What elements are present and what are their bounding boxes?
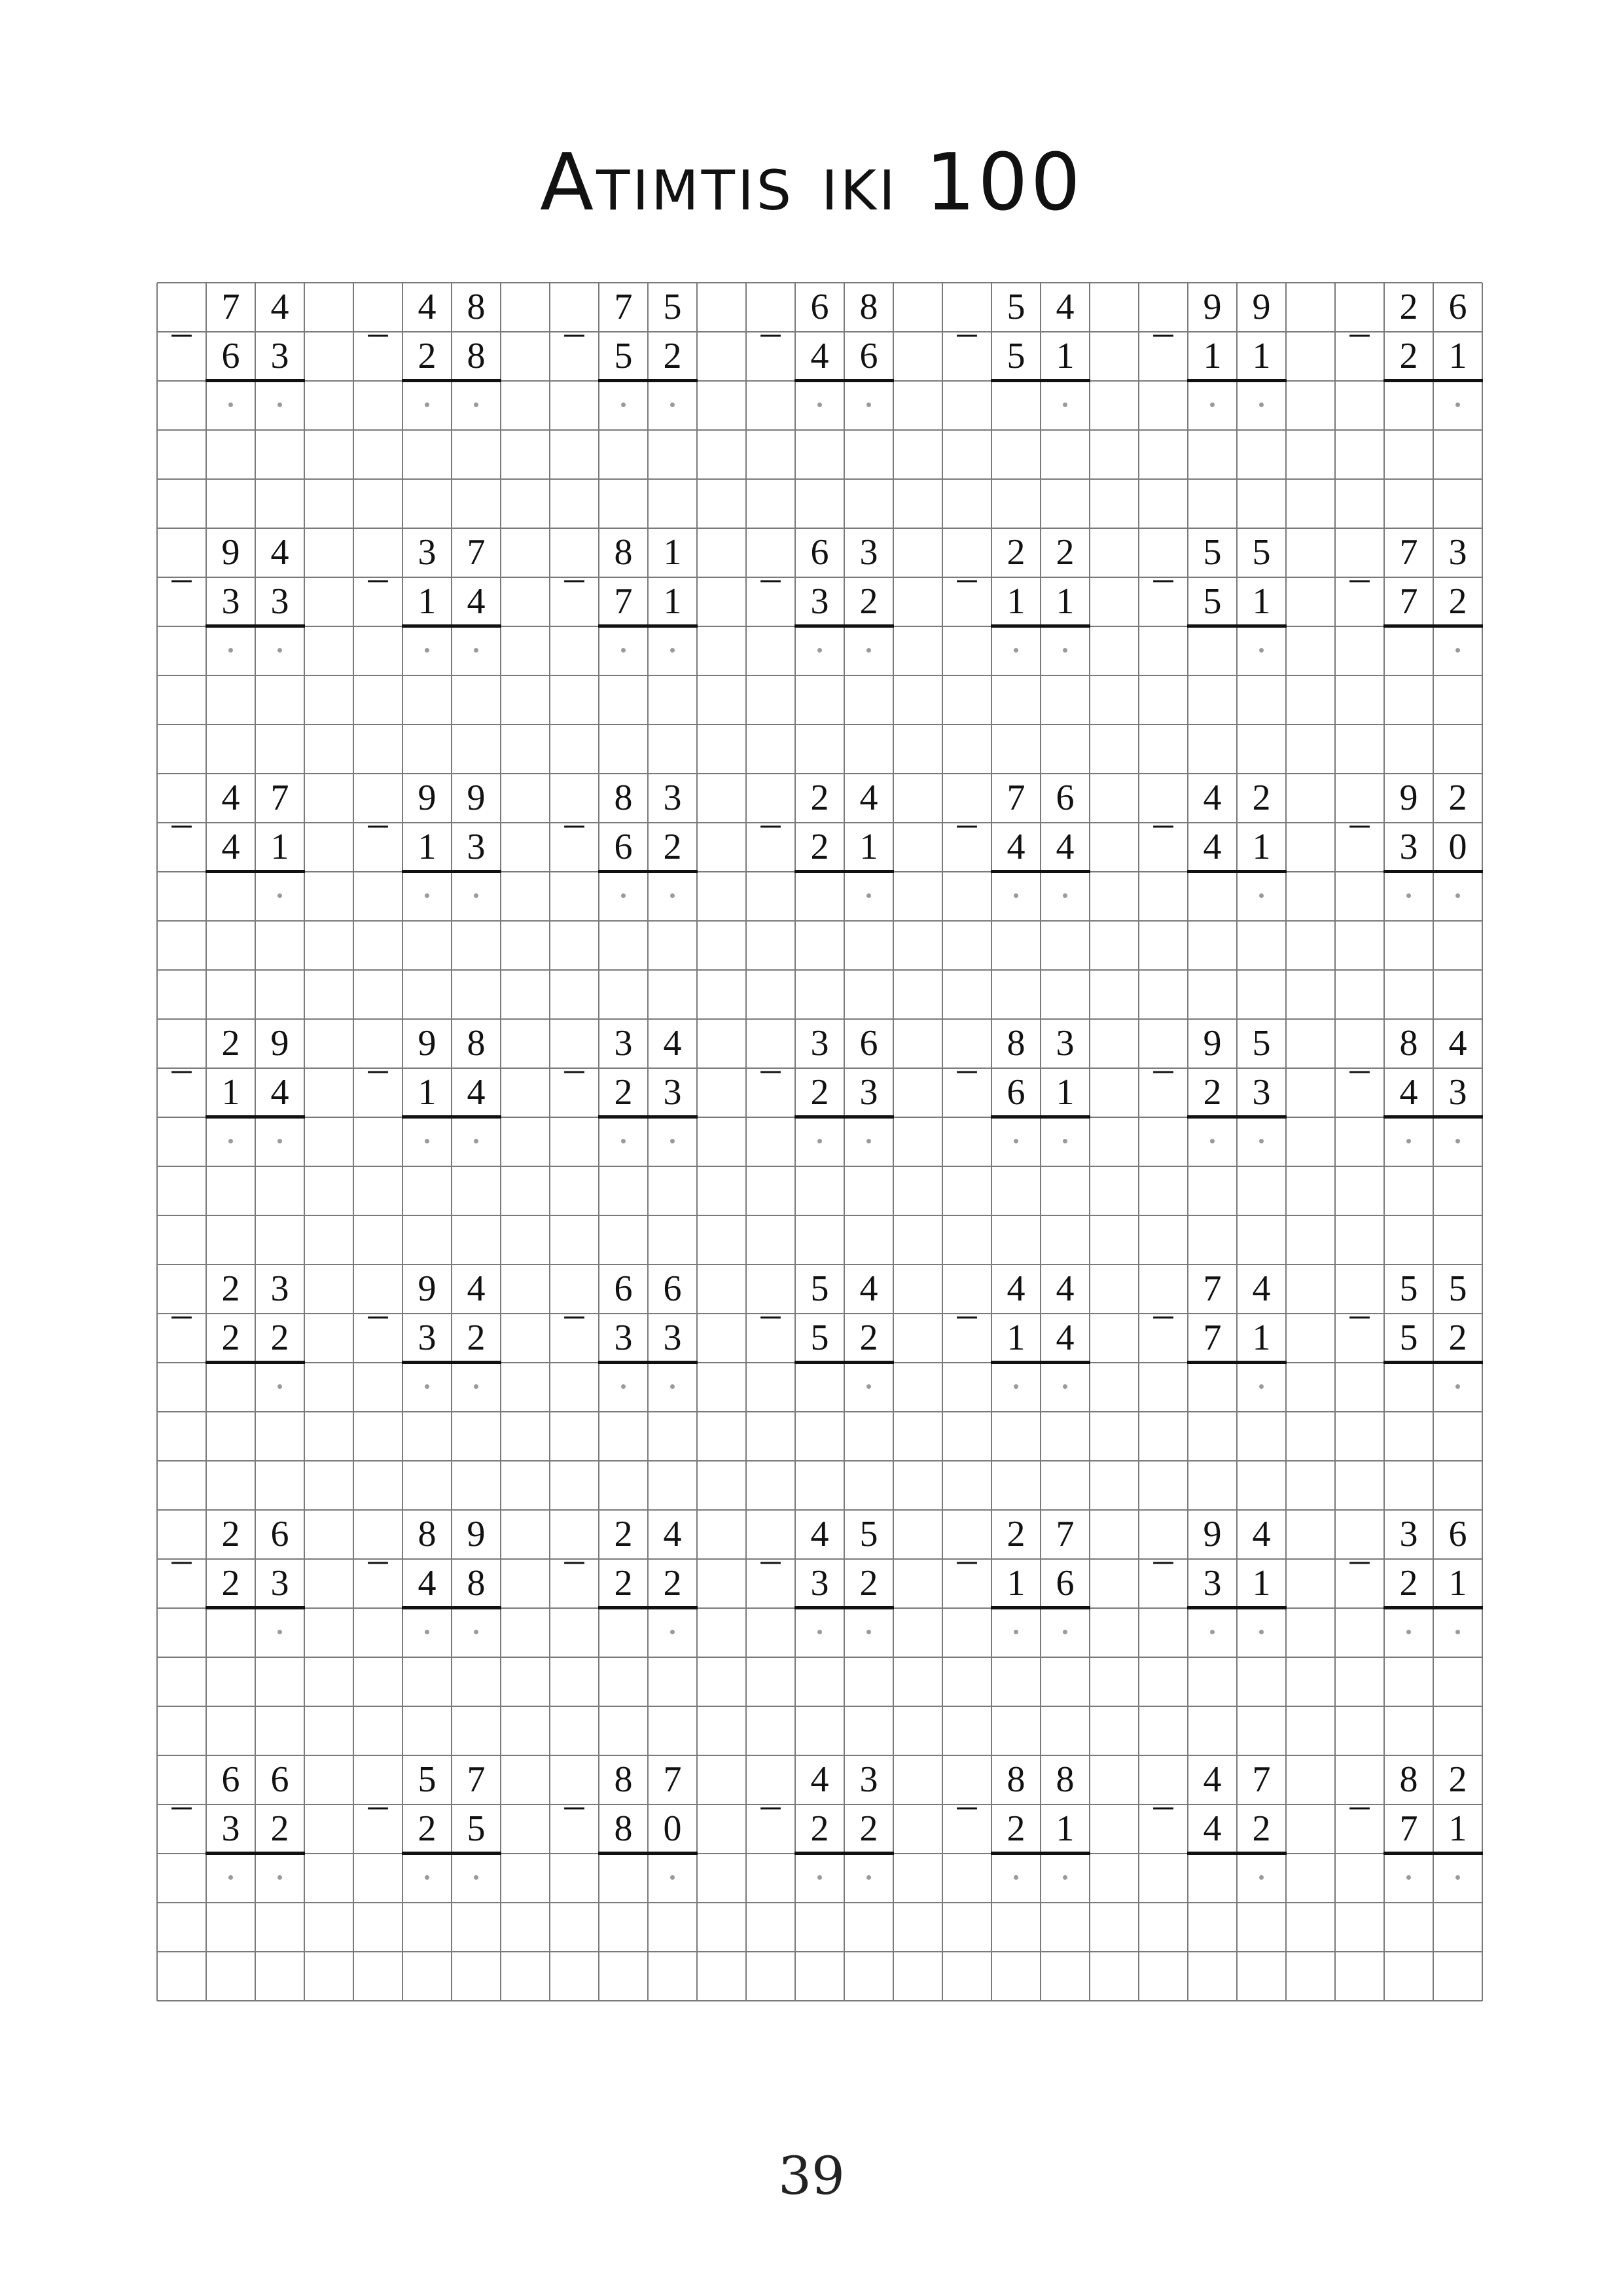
subtrahend-digit: 1 — [1252, 336, 1271, 376]
subtrahend-digit: 3 — [270, 336, 289, 376]
minuend-digit: 3 — [418, 532, 437, 573]
minus-sign: – — [564, 801, 584, 844]
subtrahend-digit: 1 — [859, 827, 878, 867]
answer-cell[interactable] — [599, 1117, 697, 1166]
minus-sign: – — [957, 1047, 977, 1090]
minuend-digit: 6 — [810, 532, 829, 573]
minus-sign: – — [957, 556, 977, 599]
answer-cell[interactable] — [599, 1608, 697, 1657]
minuend-digit: 4 — [418, 287, 437, 327]
subtrahend-digit: 2 — [614, 1563, 633, 1604]
minuend-digit: 9 — [1399, 778, 1418, 818]
minuend-digit: 7 — [1252, 1759, 1271, 1800]
answer-cell[interactable] — [1188, 626, 1286, 675]
subtrahend-digit: 1 — [1448, 336, 1467, 376]
answer-cell[interactable] — [991, 626, 1090, 675]
minus-sign: – — [171, 1292, 192, 1335]
minus-sign: – — [564, 1537, 584, 1581]
minuend-digit: 4 — [859, 778, 878, 818]
minuend-digit: 5 — [1007, 287, 1026, 327]
minuend-digit: 3 — [1056, 1023, 1075, 1064]
minuend-digit: 4 — [810, 1759, 829, 1800]
minuend-digit: 2 — [810, 778, 829, 818]
subtrahend-digit: 2 — [1399, 1563, 1418, 1604]
minus-sign: – — [1349, 801, 1370, 844]
subtrahend-digit: 4 — [467, 581, 486, 622]
subtrahend-digit: 2 — [810, 1808, 829, 1849]
answer-cell[interactable] — [206, 1117, 304, 1166]
subtrahend-digit: 2 — [859, 1563, 878, 1604]
answer-cell[interactable] — [795, 872, 893, 921]
minus-sign: – — [1153, 1047, 1173, 1090]
subtrahend-digit: 3 — [614, 1318, 633, 1358]
answer-cell[interactable] — [795, 626, 893, 675]
minuend-digit: 2 — [221, 1514, 240, 1554]
minuend-digit: 7 — [1399, 532, 1418, 573]
minuend-digit: 6 — [270, 1759, 289, 1800]
subtrahend-digit: 2 — [221, 1318, 240, 1358]
minuend-digit: 6 — [859, 1023, 878, 1064]
subtrahend-digit: 4 — [1203, 1808, 1222, 1849]
minuend-digit: 5 — [663, 287, 682, 327]
answer-cell[interactable] — [402, 1117, 501, 1166]
minus-sign: – — [957, 1537, 977, 1581]
subtrahend-digit: 1 — [1056, 1072, 1075, 1113]
minuend-digit: 9 — [418, 1023, 437, 1064]
page-number: 39 — [778, 2145, 845, 2206]
subtrahend-digit: 2 — [418, 1808, 437, 1849]
minuend-digit: 3 — [810, 1023, 829, 1064]
answer-cell[interactable] — [1384, 381, 1482, 430]
answer-cell[interactable] — [795, 1363, 893, 1412]
answer-cell[interactable] — [991, 1608, 1090, 1657]
minuend-digit: 4 — [221, 778, 240, 818]
minus-sign: – — [1349, 1783, 1370, 1826]
answer-cell[interactable] — [1384, 1117, 1482, 1166]
subtrahend-digit: 1 — [1203, 336, 1222, 376]
minus-sign: – — [368, 1292, 388, 1335]
subtrahend-digit: 3 — [1203, 1563, 1222, 1604]
minuend-digit: 9 — [221, 532, 240, 573]
minuend-digit: 2 — [1448, 778, 1467, 818]
minuend-digit: 5 — [418, 1759, 437, 1800]
subtrahend-digit: 3 — [810, 581, 829, 622]
answer-cell[interactable] — [206, 381, 304, 430]
subtrahend-digit: 4 — [1056, 827, 1075, 867]
minuend-digit: 2 — [1007, 1514, 1026, 1554]
minuend-digit: 5 — [1252, 532, 1271, 573]
answer-cell[interactable] — [795, 1608, 893, 1657]
subtrahend-digit: 5 — [1399, 1318, 1418, 1358]
minuend-digit: 9 — [467, 1514, 486, 1554]
subtrahend-digit: 8 — [467, 1563, 486, 1604]
subtrahend-digit: 3 — [467, 827, 486, 867]
minus-sign: – — [760, 1537, 781, 1581]
minuend-digit: 4 — [1252, 1268, 1271, 1309]
subtrahend-digit: 6 — [614, 827, 633, 867]
minus-sign: – — [564, 556, 584, 599]
minuend-digit: 6 — [663, 1268, 682, 1309]
minuend-digit: 8 — [614, 778, 633, 818]
minuend-digit: 6 — [221, 1759, 240, 1800]
answer-cell[interactable] — [402, 381, 501, 430]
minuend-digit: 7 — [1056, 1514, 1075, 1554]
minus-sign: – — [1153, 310, 1173, 353]
minuend-digit: 9 — [1203, 1514, 1222, 1554]
minus-sign: – — [564, 310, 584, 353]
subtrahend-digit: 3 — [270, 581, 289, 622]
subtrahend-digit: 1 — [1252, 1563, 1271, 1604]
subtrahend-digit: 3 — [810, 1563, 829, 1604]
minus-sign: – — [957, 1783, 977, 1826]
minus-sign: – — [368, 1537, 388, 1581]
subtrahend-digit: 0 — [663, 1808, 682, 1849]
subtrahend-digit: 2 — [1448, 581, 1467, 622]
minus-sign: – — [957, 801, 977, 844]
answer-cell[interactable] — [206, 1608, 304, 1657]
subtrahend-digit: 4 — [1399, 1072, 1418, 1113]
minus-sign: – — [171, 1047, 192, 1090]
minuend-digit: 2 — [1056, 532, 1075, 573]
minuend-digit: 8 — [1007, 1759, 1026, 1800]
subtrahend-digit: 2 — [859, 581, 878, 622]
subtrahend-digit: 5 — [1007, 336, 1026, 376]
subtrahend-digit: 4 — [467, 1072, 486, 1113]
minuend-digit: 9 — [418, 1268, 437, 1309]
subtrahend-digit: 5 — [1203, 581, 1222, 622]
minuend-digit: 8 — [1399, 1759, 1418, 1800]
minuend-digit: 7 — [1007, 778, 1026, 818]
minuend-digit: 2 — [1448, 1759, 1467, 1800]
minus-sign: – — [368, 1783, 388, 1826]
minus-sign: – — [564, 1783, 584, 1826]
minuend-digit: 5 — [859, 1514, 878, 1554]
subtrahend-digit: 4 — [1007, 827, 1026, 867]
answer-cell[interactable] — [206, 626, 304, 675]
subtrahend-digit: 2 — [810, 827, 829, 867]
minuend-digit: 8 — [467, 287, 486, 327]
subtrahend-digit: 5 — [467, 1808, 486, 1849]
minuend-digit: 3 — [859, 1759, 878, 1800]
subtrahend-digit: 3 — [1252, 1072, 1271, 1113]
minuend-digit: 8 — [418, 1514, 437, 1554]
answer-cell[interactable] — [1188, 872, 1286, 921]
minuend-digit: 3 — [1448, 532, 1467, 573]
subtrahend-digit: 3 — [221, 581, 240, 622]
minuend-digit: 4 — [859, 1268, 878, 1309]
answer-cell[interactable] — [991, 1854, 1090, 1903]
minuend-digit: 4 — [1448, 1023, 1467, 1064]
minuend-digit: 1 — [663, 532, 682, 573]
page-title: Atimtis iki 100 — [539, 137, 1083, 228]
minuend-digit: 2 — [1252, 778, 1271, 818]
minus-sign: – — [368, 556, 388, 599]
answer-cell[interactable] — [795, 381, 893, 430]
minuend-digit: 8 — [614, 1759, 633, 1800]
subtrahend-digit: 2 — [1399, 336, 1418, 376]
minuend-digit: 9 — [1252, 287, 1271, 327]
minus-sign: – — [564, 1292, 584, 1335]
minuend-digit: 9 — [1203, 287, 1222, 327]
minus-sign: – — [1153, 801, 1173, 844]
minuend-digit: 4 — [270, 532, 289, 573]
subtrahend-digit: 1 — [418, 1072, 437, 1113]
minus-sign: – — [171, 556, 192, 599]
minuend-digit: 7 — [221, 287, 240, 327]
minuend-digit: 4 — [1007, 1268, 1026, 1309]
minus-sign: – — [564, 1047, 584, 1090]
answer-cell[interactable] — [1384, 1608, 1482, 1657]
minuend-digit: 5 — [1252, 1023, 1271, 1064]
minuend-digit: 7 — [614, 287, 633, 327]
minus-sign: – — [1349, 556, 1370, 599]
subtrahend-digit: 2 — [1252, 1808, 1271, 1849]
answer-cell[interactable] — [599, 872, 697, 921]
minuend-digit: 5 — [1203, 532, 1222, 573]
minuend-digit: 7 — [467, 1759, 486, 1800]
minuend-digit: 4 — [663, 1514, 682, 1554]
subtrahend-digit: 3 — [663, 1318, 682, 1358]
subtrahend-digit: 3 — [270, 1563, 289, 1604]
subtrahend-digit: 1 — [1448, 1808, 1467, 1849]
minuend-digit: 6 — [1448, 1514, 1467, 1554]
subtrahend-digit: 8 — [614, 1808, 633, 1849]
answer-cell[interactable] — [599, 1363, 697, 1412]
answer-cell[interactable] — [402, 626, 501, 675]
minuend-digit: 6 — [614, 1268, 633, 1309]
minuend-digit: 4 — [1252, 1514, 1271, 1554]
minus-sign: – — [760, 1292, 781, 1335]
answer-cell[interactable] — [402, 1854, 501, 1903]
answer-cell[interactable] — [402, 1363, 501, 1412]
subtrahend-digit: 1 — [1252, 581, 1271, 622]
minuend-digit: 8 — [1399, 1023, 1418, 1064]
answer-cell[interactable] — [795, 1854, 893, 1903]
minuend-digit: 7 — [663, 1759, 682, 1800]
minus-sign: – — [171, 801, 192, 844]
subtrahend-digit: 7 — [1399, 581, 1418, 622]
subtrahend-digit: 4 — [270, 1072, 289, 1113]
answer-cell[interactable] — [1384, 872, 1482, 921]
minuend-digit: 4 — [1203, 1759, 1222, 1800]
answer-cell[interactable] — [1384, 1854, 1482, 1903]
subtrahend-digit: 7 — [1203, 1318, 1222, 1358]
minuend-digit: 6 — [810, 287, 829, 327]
answer-cell[interactable] — [1188, 1608, 1286, 1657]
subtrahend-digit: 3 — [221, 1808, 240, 1849]
minuend-digit: 3 — [663, 778, 682, 818]
subtrahend-digit: 5 — [810, 1318, 829, 1358]
minuend-digit: 2 — [221, 1268, 240, 1309]
minuend-digit: 9 — [418, 778, 437, 818]
answer-cell[interactable] — [599, 1854, 697, 1903]
subtrahend-digit: 6 — [221, 336, 240, 376]
subtrahend-digit: 2 — [614, 1072, 633, 1113]
minus-sign: – — [171, 310, 192, 353]
minus-sign: – — [1349, 310, 1370, 353]
minus-sign: – — [760, 556, 781, 599]
minus-sign: – — [760, 801, 781, 844]
subtrahend-digit: 1 — [1007, 1318, 1026, 1358]
minus-sign: – — [1153, 1537, 1173, 1581]
subtrahend-digit: 0 — [1448, 827, 1467, 867]
minuend-digit: 2 — [614, 1514, 633, 1554]
minuend-digit: 5 — [1399, 1268, 1418, 1309]
minuend-digit: 2 — [1007, 532, 1026, 573]
minuend-digit: 4 — [663, 1023, 682, 1064]
subtrahend-digit: 2 — [810, 1072, 829, 1113]
subtrahend-digit: 6 — [1056, 1563, 1075, 1604]
minuend-digit: 8 — [1007, 1023, 1026, 1064]
subtrahend-digit: 7 — [1399, 1808, 1418, 1849]
minuend-digit: 7 — [1203, 1268, 1222, 1309]
answer-cell[interactable] — [1188, 381, 1286, 430]
subtrahend-digit: 1 — [1252, 827, 1271, 867]
subtrahend-digit: 1 — [418, 827, 437, 867]
subtrahend-digit: 2 — [467, 1318, 486, 1358]
answer-cell[interactable] — [402, 1608, 501, 1657]
minus-sign: – — [760, 310, 781, 353]
subtrahend-digit: 4 — [418, 1563, 437, 1604]
minuend-digit: 7 — [467, 532, 486, 573]
subtrahend-digit: 2 — [270, 1318, 289, 1358]
minus-sign: – — [1349, 1292, 1370, 1335]
subtrahend-digit: 1 — [1056, 1808, 1075, 1849]
subtrahend-digit: 1 — [663, 581, 682, 622]
minus-sign: – — [1349, 1537, 1370, 1581]
answer-cell[interactable] — [1384, 626, 1482, 675]
subtrahend-digit: 3 — [418, 1318, 437, 1358]
subtrahend-digit: 4 — [810, 336, 829, 376]
minuend-digit: 9 — [270, 1023, 289, 1064]
minuend-digit: 9 — [1203, 1023, 1222, 1064]
answer-cell[interactable] — [1188, 1363, 1286, 1412]
subtrahend-digit: 4 — [1056, 1318, 1075, 1358]
minuend-digit: 8 — [467, 1023, 486, 1064]
minus-sign: – — [368, 310, 388, 353]
subtrahend-digit: 2 — [663, 336, 682, 376]
answer-cell[interactable] — [1188, 1117, 1286, 1166]
answer-cell[interactable] — [991, 1363, 1090, 1412]
answer-cell[interactable] — [206, 1363, 304, 1412]
minus-sign: – — [760, 1047, 781, 1090]
subtrahend-digit: 3 — [1399, 827, 1418, 867]
minus-sign: – — [171, 1537, 192, 1581]
subtrahend-digit: 1 — [1007, 581, 1026, 622]
answer-cell[interactable] — [599, 626, 697, 675]
subtrahend-digit: 2 — [418, 336, 437, 376]
subtrahend-digit: 2 — [663, 827, 682, 867]
subtrahend-digit: 1 — [1448, 1563, 1467, 1604]
subtrahend-digit: 2 — [270, 1808, 289, 1849]
answer-cell[interactable] — [991, 1117, 1090, 1166]
minuend-digit: 4 — [1056, 287, 1075, 327]
answer-cell[interactable] — [1384, 1363, 1482, 1412]
subtrahend-digit: 4 — [221, 827, 240, 867]
minus-sign: – — [368, 1047, 388, 1090]
minuend-digit: 7 — [270, 778, 289, 818]
subtrahend-digit: 1 — [1056, 336, 1075, 376]
minuend-digit: 4 — [467, 1268, 486, 1309]
subtrahend-digit: 6 — [1007, 1072, 1026, 1113]
minuend-digit: 4 — [270, 287, 289, 327]
minuend-digit: 5 — [1448, 1268, 1467, 1309]
minus-sign: – — [368, 801, 388, 844]
subtrahend-digit: 2 — [1203, 1072, 1222, 1113]
minuend-digit: 5 — [810, 1268, 829, 1309]
minuend-digit: 2 — [1399, 287, 1418, 327]
answer-cell[interactable] — [206, 1854, 304, 1903]
minuend-digit: 8 — [614, 532, 633, 573]
minuend-digit: 3 — [614, 1023, 633, 1064]
subtrahend-digit: 3 — [1448, 1072, 1467, 1113]
answer-cell[interactable] — [795, 1117, 893, 1166]
subtrahend-digit: 2 — [1448, 1318, 1467, 1358]
answer-cell[interactable] — [599, 381, 697, 430]
subtrahend-digit: 2 — [859, 1318, 878, 1358]
subtrahend-digit: 2 — [859, 1808, 878, 1849]
minus-sign: – — [1153, 556, 1173, 599]
minuend-digit: 9 — [467, 778, 486, 818]
answer-cell[interactable] — [991, 872, 1090, 921]
subtrahend-digit: 7 — [614, 581, 633, 622]
minus-sign: – — [1349, 1047, 1370, 1090]
minus-sign: – — [957, 1292, 977, 1335]
subtrahend-digit: 1 — [221, 1072, 240, 1113]
minus-sign: – — [957, 310, 977, 353]
subtrahend-digit: 1 — [418, 581, 437, 622]
subtrahend-digit: 1 — [1056, 581, 1075, 622]
subtrahend-digit: 6 — [859, 336, 878, 376]
minus-sign: – — [760, 1783, 781, 1826]
minus-sign: – — [171, 1783, 192, 1826]
subtrahend-digit: 3 — [663, 1072, 682, 1113]
minuend-digit: 6 — [1448, 287, 1467, 327]
subtrahend-digit: 2 — [1007, 1808, 1026, 1849]
minuend-digit: 8 — [859, 287, 878, 327]
minuend-digit: 4 — [1203, 778, 1222, 818]
answer-cell[interactable] — [206, 872, 304, 921]
subtrahend-digit: 1 — [270, 827, 289, 867]
subtrahend-digit: 1 — [1007, 1563, 1026, 1604]
answer-cell[interactable] — [1188, 1854, 1286, 1903]
minuend-digit: 4 — [810, 1514, 829, 1554]
subtrahend-digit: 1 — [1252, 1318, 1271, 1358]
minuend-digit: 3 — [1399, 1514, 1418, 1554]
minuend-digit: 8 — [1056, 1759, 1075, 1800]
minuend-digit: 2 — [221, 1023, 240, 1064]
minuend-digit: 6 — [1056, 778, 1075, 818]
minus-sign: – — [1153, 1783, 1173, 1826]
subtrahend-digit: 8 — [467, 336, 486, 376]
subtrahend-digit: 4 — [1203, 827, 1222, 867]
minuend-digit: 3 — [270, 1268, 289, 1309]
minuend-digit: 4 — [1056, 1268, 1075, 1309]
subtrahend-digit: 5 — [614, 336, 633, 376]
minuend-digit: 3 — [859, 532, 878, 573]
minus-sign: – — [1153, 1292, 1173, 1335]
subtrahend-digit: 2 — [221, 1563, 240, 1604]
answer-cell[interactable] — [991, 381, 1090, 430]
subtrahend-digit: 2 — [663, 1563, 682, 1604]
answer-cell[interactable] — [402, 872, 501, 921]
subtrahend-digit: 3 — [859, 1072, 878, 1113]
minuend-digit: 6 — [270, 1514, 289, 1554]
